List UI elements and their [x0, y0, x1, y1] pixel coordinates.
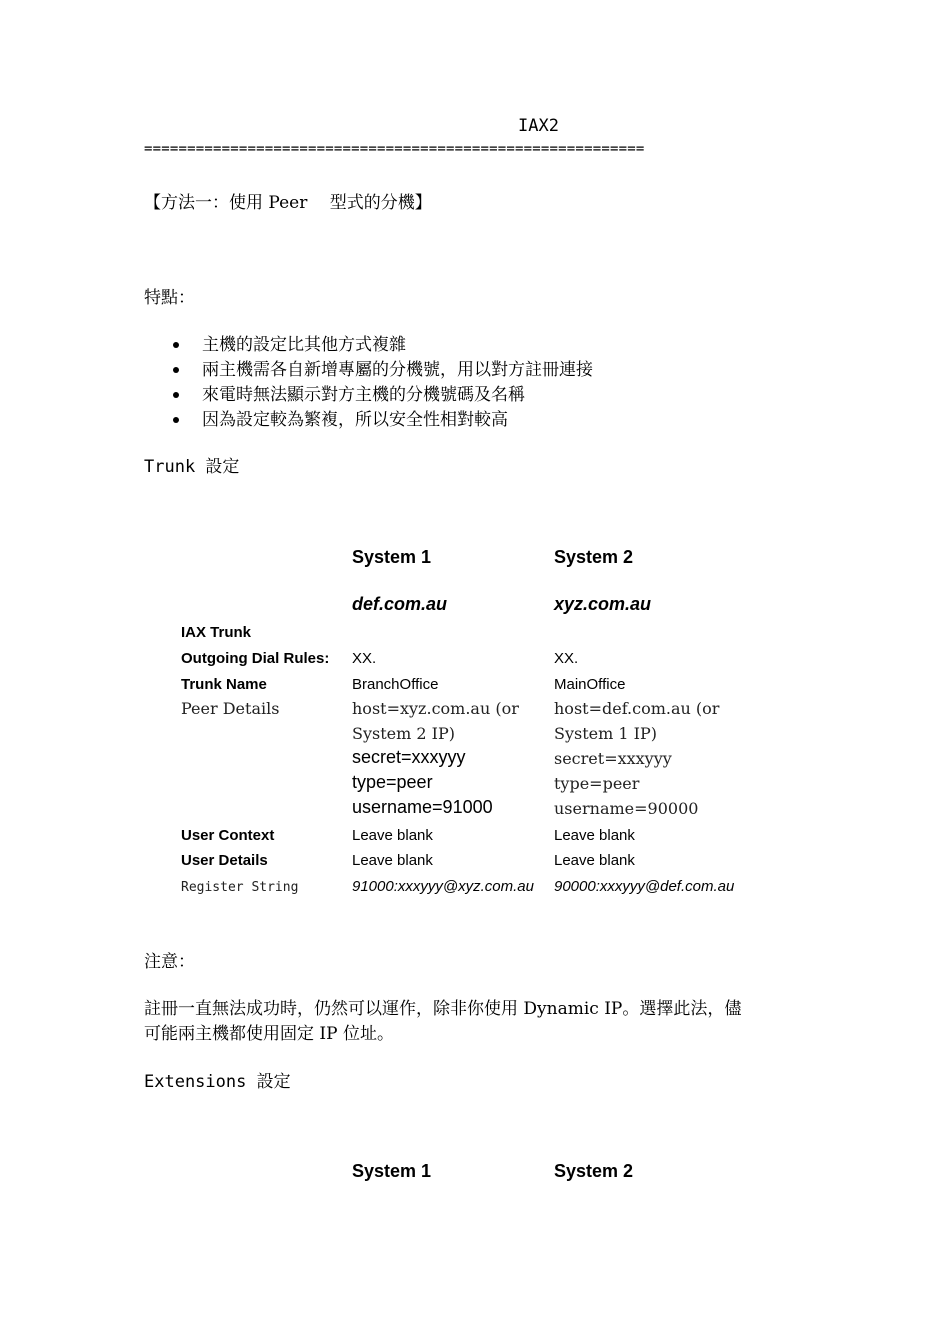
peer1-username: username=91000	[352, 797, 493, 817]
peer1-host: host=xyz.com.au (or	[352, 699, 519, 718]
heading-rule: ==========================================================	[144, 141, 645, 157]
trunk-name-1: BranchOffice	[352, 676, 439, 693]
features-label: 特點：	[144, 288, 195, 308]
outgoing-value-2: XX.	[554, 650, 579, 667]
list-item: 主機的設定比其他方式複雜	[202, 335, 406, 355]
method-title: 【方法一：使用 Peer 型式的分機】	[144, 193, 432, 213]
doc-heading: IAX2	[518, 116, 559, 136]
user-context-label: User Context	[181, 827, 275, 844]
register-string-1: 91000:xxxyyy@xyz.com.au	[352, 878, 534, 895]
bullet-icon	[173, 417, 179, 423]
outgoing-value-1: XX.	[352, 650, 377, 667]
trunk-name-2: MainOffice	[554, 676, 626, 693]
user-context-1: Leave blank	[352, 827, 433, 844]
peer-details-label: Peer Details	[181, 699, 280, 718]
col1-header: System 1	[352, 547, 432, 567]
note-label: 注意：	[144, 952, 195, 972]
note-line-2: 可能兩主機都使用固定 IP 位址。	[144, 1024, 394, 1044]
peer2-host: host=def.com.au (or	[554, 699, 720, 718]
extensions-heading: Extensions 設定	[144, 1072, 291, 1092]
list-item: 來電時無法顯示對方主機的分機號碼及名稱	[202, 385, 525, 405]
outgoing-label: Outgoing Dial Rules:	[181, 650, 330, 667]
trunk-heading: Trunk 設定	[144, 457, 240, 477]
bullet-icon	[173, 392, 179, 398]
bullet-icon	[173, 342, 179, 348]
list-item: 兩主機需各自新增專屬的分機號，用以對方註冊連接	[202, 360, 593, 380]
note-line-1: 註冊一直無法成功時，仍然可以運作，除非你使用 Dynamic IP。選擇此法，儘	[144, 999, 742, 1019]
user-details-label: User Details	[181, 852, 268, 869]
peer2-type: type=peer	[554, 774, 640, 793]
iax-trunk-label: IAX Trunk	[181, 624, 252, 641]
col1-domain: def.com.au	[352, 594, 448, 614]
peer1-ip: System 2 IP)	[352, 724, 455, 743]
ext-col2-header: System 2	[554, 1161, 634, 1181]
trunk-name-label: Trunk Name	[181, 676, 267, 693]
user-context-2: Leave blank	[554, 827, 635, 844]
col2-header: System 2	[554, 547, 634, 567]
register-string-label: Register String	[181, 880, 299, 895]
peer2-username: username=90000	[554, 799, 699, 818]
peer2-secret: secret=xxxyyy	[554, 749, 672, 768]
col2-domain: xyz.com.au	[554, 594, 652, 614]
peer1-type: type=peer	[352, 772, 433, 792]
user-details-2: Leave blank	[554, 852, 635, 869]
register-string-2: 90000:xxxyyy@def.com.au	[554, 878, 735, 895]
peer2-ip: System 1 IP)	[554, 724, 657, 743]
ext-col1-header: System 1	[352, 1161, 432, 1181]
list-item: 因為設定較為繁複，所以安全性相對較高	[202, 410, 508, 430]
user-details-1: Leave blank	[352, 852, 433, 869]
bullet-icon	[173, 367, 179, 373]
peer1-secret: secret=xxxyyy	[352, 747, 466, 767]
